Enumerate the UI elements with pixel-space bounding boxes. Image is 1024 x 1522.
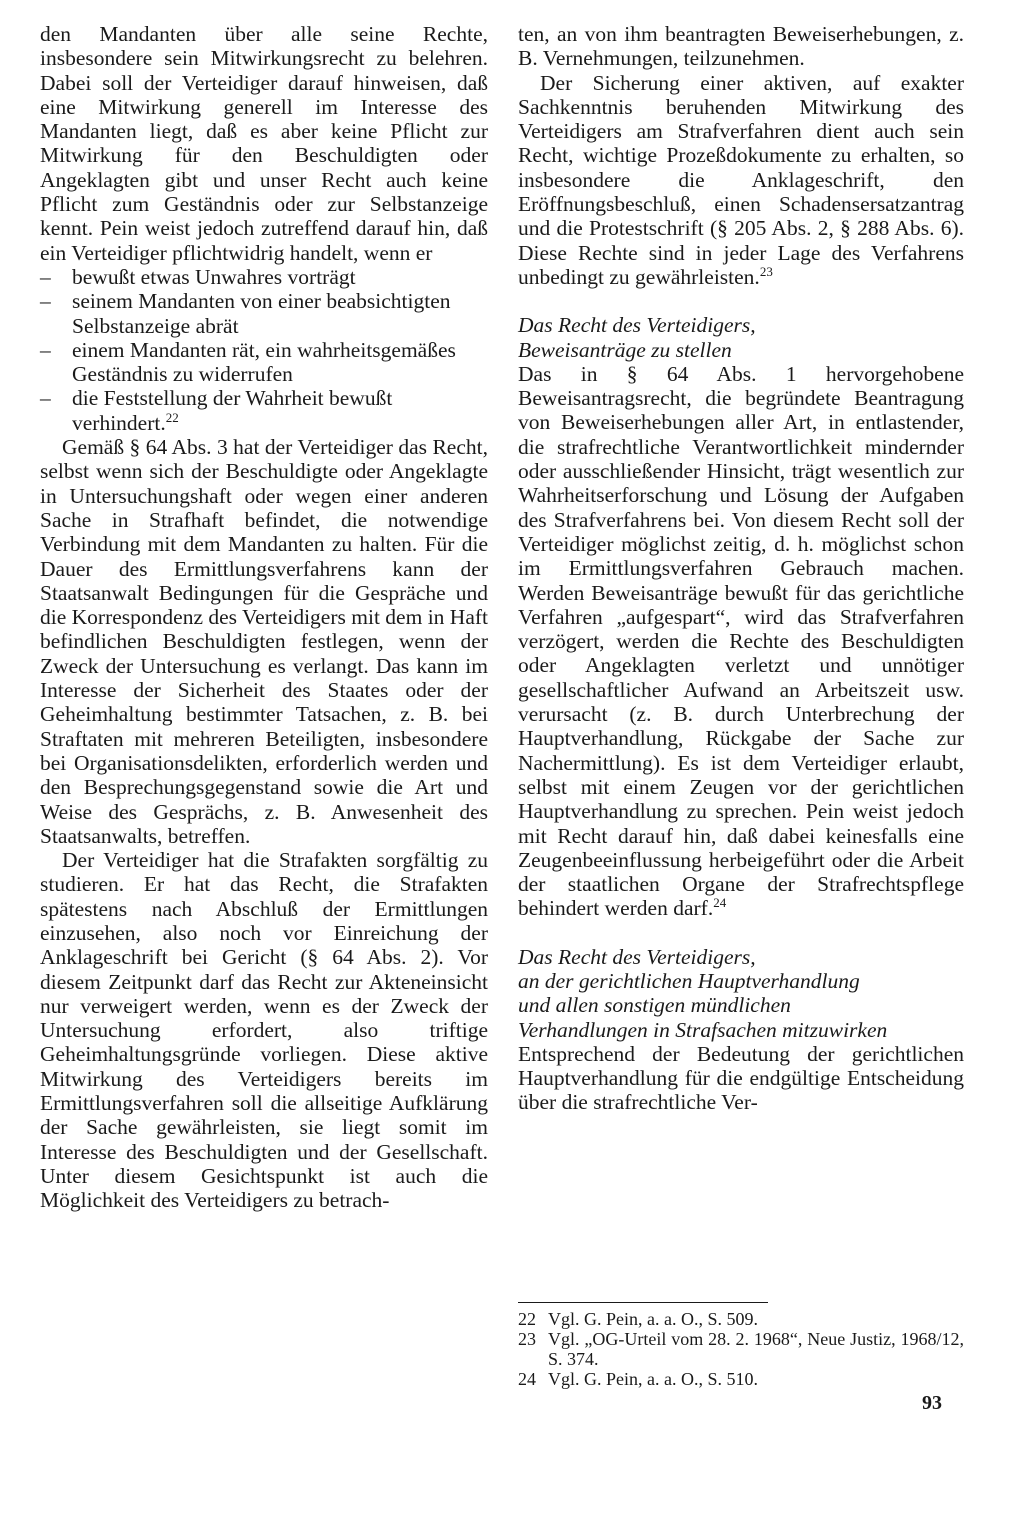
heading-line: Das Recht des Verteidigers, [518,944,756,969]
footnote-rule [518,1302,768,1303]
footnotes [518,1302,964,1389]
footnote-text: Vgl. G. Pein, a. a. O., S. 510. [548,1369,758,1389]
left-column [40,22,488,1213]
footnote-text: Vgl. „OG-Urteil vom 28. 2. 1968“, Neue Justiz, 1968/12, S. 374. [548,1329,964,1369]
footnote-ref: 22 [165,409,179,425]
heading-line: Beweisanträge zu stellen [518,337,732,362]
dash-list [40,265,488,435]
paragraph-text: Das in § 64 Abs. 1 hervorgehobene Beweisantragsrecht, die begründete Beantragung von Beweiserhebungen aller Art, in entlastender, die strafrechtliche Verantwortlichkeit mindernder oder ausschließender Hinsicht, trägt wesentlich zur Wahrheitserforschung und Lösung der Aufgaben des Strafverfahrens bei. Von diesem Recht soll der Verteidiger möglichst zeitig, d. h. möglichst schon im Ermittlungsverfahren Gebrauch machen. Werden Beweisanträge bewußt für das gerichtliche Verfahren „aufgespart“, wird das Strafverfahren verzögert, werden die Rechte des Beschuldigten oder Angeklagten verletzt und unnötiger gesellschaftlicher Aufwand an Arbeitszeit usw. verursacht (z. B. durch Unterbrechung der Hauptverhandlung, Rückgabe der Sache zur Nachermittlung). Es ist dem Verteidiger erlaubt, selbst mit einem Zeugen vor der gerichtlichen Hauptverhandlung zu sprechen. Pein weist jedoch mit Recht darauf hin, daß dabei keinesfalls eine Zeugenbeeinflussung herbeigeführt oder die Arbeit der staatlichen Organe der Strafrechtspflege behindert werden darf. [518,361,964,921]
paragraph-text: Der Sicherung einer aktiven, auf exakter Sachkenntnis beruhenden Mitwirkung des Verteidigers am Strafverfahren dient auch sein Recht, wichtige Prozeßdokumente zu erhalten, so insbesondere die Anklageschrift, den Eröffnungsbeschluß, einen Schadensersatzantrag und die Protestschrift (§ 205 Abs. 2, § 288 Abs. 6). Diese Rechte sind in jeder Lage des Verfahrens unbedingt zu gewährleisten. [518,70,964,289]
footnote-ref: 24 [713,895,727,911]
heading-line: und allen sonstigen mündlichen [518,993,791,1018]
list-item [40,386,488,435]
list-item-text: die Feststellung der Wahrheit bewußt verhindert. [72,386,393,435]
paragraph: ten, an von ihm beantragten Beweiserhebungen, z. B. Vernehmungen, teilzunehmen. [518,22,964,71]
section-heading [518,945,964,1042]
list-item: – seinem Mandanten von einer beabsichtigten Selbstanzeige abrät [40,289,488,338]
paragraph: Gemäß § 64 Abs. 3 hat der Verteidiger das Recht, selbst wenn sich der Beschuldigte oder Angeklagte in Untersuchungshaft oder wegen einer anderen Sache in Strafhaft befindet, die notwendige Verbindung mit dem Mandanten zu halten. Für die Dauer des Ermittlungsverfahrens kann der Staatsanwalt Bedingungen für die Gespräche und die Korrespondenz des Verteidigers mit dem in Haft befindlichen Beschuldigten festlegen, wenn der Zweck der Untersuchung es verlangt. Das kann im Interesse der Sicherheit des Staates oder der Geheimhaltung bestimmter Tatsachen, z. B. bei Straftaten mit mehreren Beteiligten, insbesondere bei Organisationsdelikten, erforderlich werden und den Besprechungsgegenstand sowie die Art und Weise des Gesprächs, z. B. Anwesenheit des Staatsanwalts, betreffen. [40,435,488,848]
footnote-number: 23 [518,1329,536,1349]
spacer [518,921,964,945]
list-item: – bewußt etwas Unwahres vorträgt [40,265,488,289]
paragraph [518,71,964,290]
heading-line: Das Recht des Verteidigers, [518,313,756,338]
page-number: 93 [922,1392,942,1414]
heading-line: Verhandlungen in Strafsachen mitzuwirken [518,1017,888,1042]
footnote [518,1369,964,1389]
footnote [518,1329,964,1369]
spacer [518,289,964,313]
footnote-number: 24 [518,1369,536,1389]
list-item: – einem Mandanten rät, ein wahrheitsgemäßes Geständnis zu widerrufen [40,338,488,387]
footnote-number: 22 [518,1309,536,1329]
paragraph: Der Verteidiger hat die Strafakten sorgfältig zu studieren. Er hat das Recht, die Strafakten spätestens nach Abschluß der Ermittlungen einzusehen, also noch vor Einreichung der Anklageschrift bei Gericht (§ 64 Abs. 2). Vor diesem Zeitpunkt darf das Recht zur Akteneinsicht nur verweigert werden, wenn es der Zweck der Untersuchung erfordert, also triftige Geheimhaltungsgründe vorliegen. Diese aktive Mitwirkung des Verteidigers bereits im Ermittlungsverfahren soll die allseitige Aufklärung der Sache gewährleisten, sie liegt somit im Interesse des Beschuldigten und der Gesellschaft. Unter diesem Gesichtspunkt ist auch die Möglichkeit des Verteidigers zu betrach- [40,848,488,1213]
footnote-text: Vgl. G. Pein, a. a. O., S. 509. [548,1309,758,1329]
paragraph [518,362,964,921]
right-column [518,22,964,1115]
heading-line: an der gerichtlichen Hauptverhandlung [518,968,860,993]
footnote [518,1309,964,1329]
section-heading [518,313,964,362]
paragraph: den Mandanten über alle seine Rechte, insbesondere sein Mitwirkungsrecht zu belehren. Dabei soll der Verteidiger darauf hinweisen, daß eine Mitwirkung generell im Interesse des Mandanten liegt, daß es aber keine Pflicht zur Mitwirkung für den Beschuldigten oder Angeklagten gibt und unser Recht auch keine Pflicht zum Geständnis oder zur Selbstanzeige kennt. Pein weist jedoch zutreffend darauf hin, daß ein Verteidiger pflichtwidrig handelt, wenn er [40,22,488,265]
footnote-ref: 23 [759,263,773,279]
paragraph: Entsprechend der Bedeutung der gerichtlichen Hauptverhandlung für die endgültige Entscheidung über die strafrechtliche Ver- [518,1041,964,1115]
